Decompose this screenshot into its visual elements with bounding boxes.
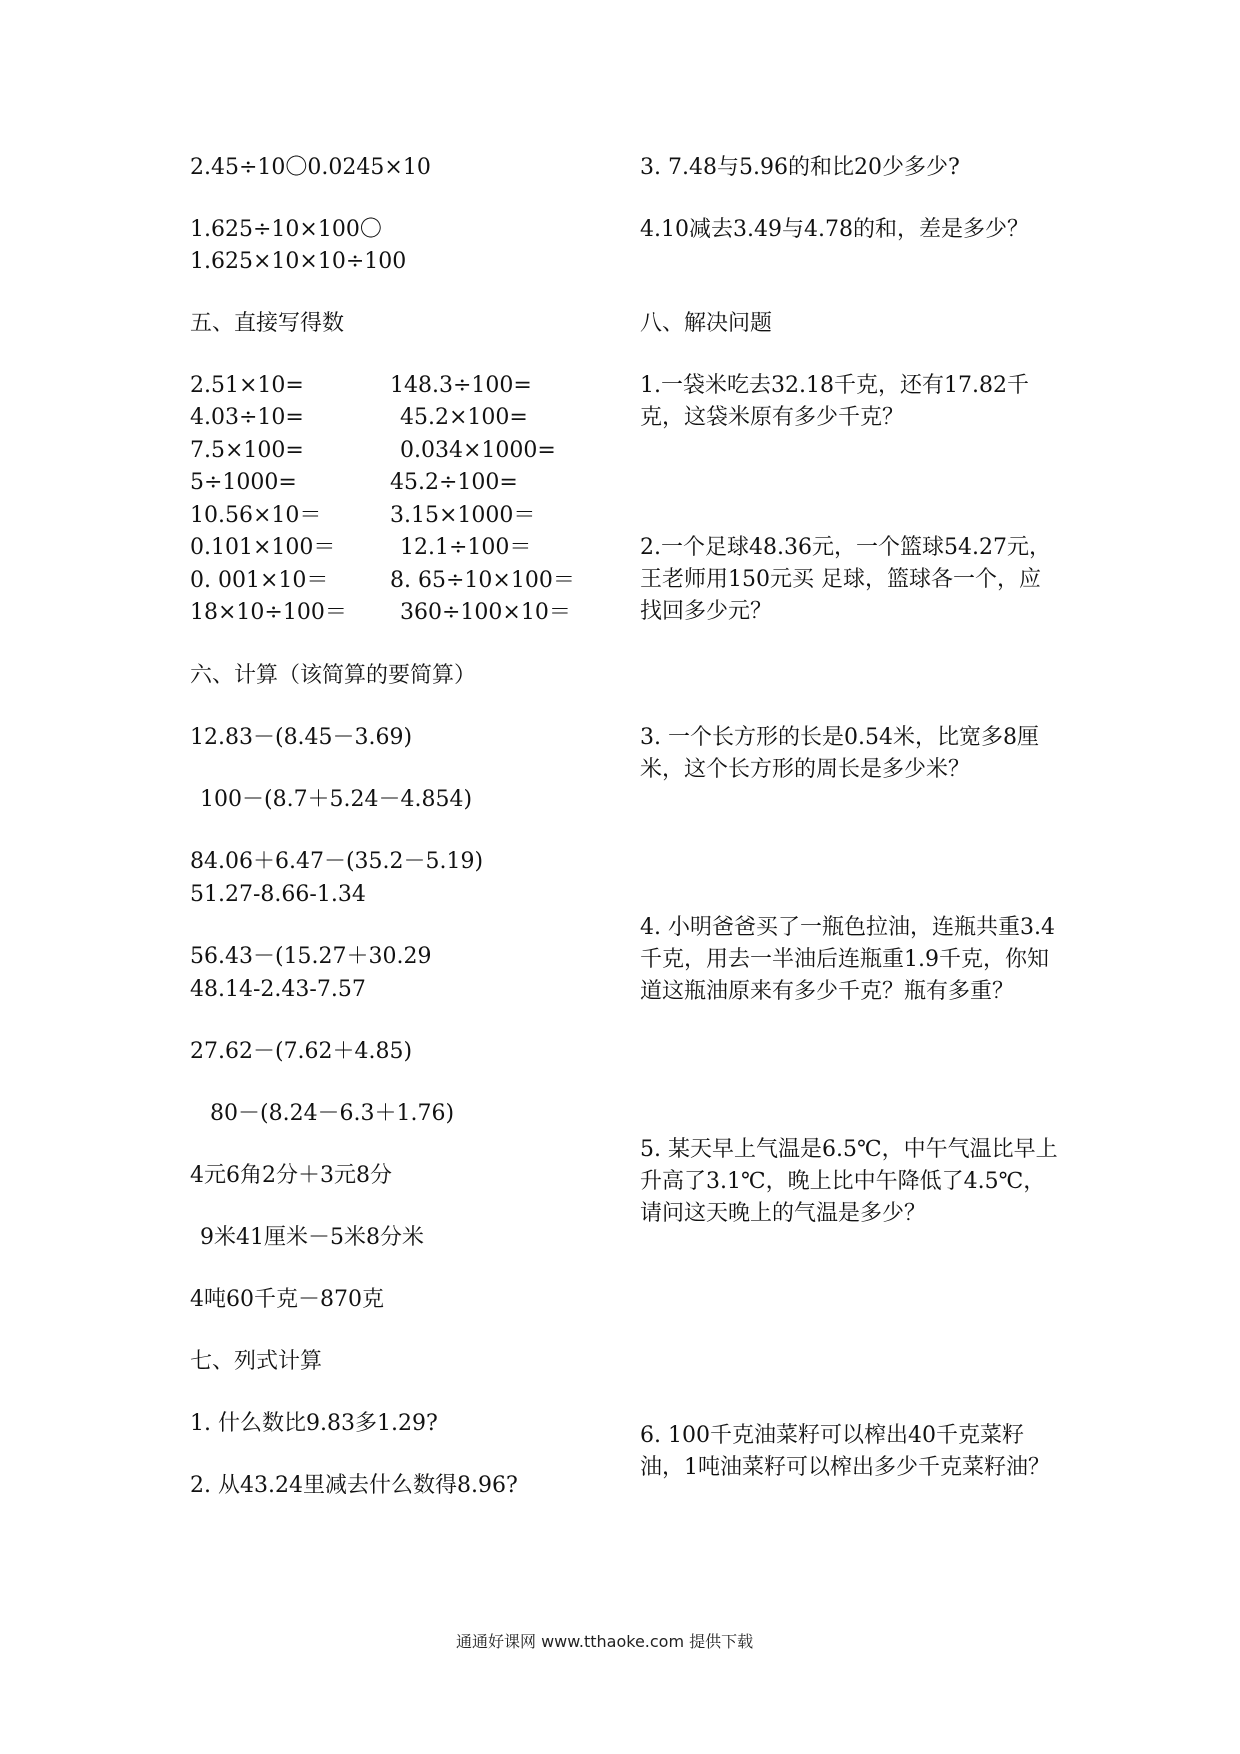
section-6-title: 六、计算（该简算的要简算） bbox=[190, 663, 477, 688]
calc-item-11: 4吨60千克－870克 bbox=[190, 1287, 384, 1312]
problem-3: 3. 一个长方形的长是0.54米，比宽多8厘米，这个长方形的周长是多少米？ bbox=[640, 725, 1039, 782]
calc-item-3: 84.06＋6.47－(35.2－5.19) bbox=[190, 849, 484, 874]
section-5-title: 五、直接写得数 bbox=[190, 311, 345, 336]
oral-item-8a: 18×10÷100＝ bbox=[190, 600, 347, 625]
problem-4: 4. 小明爸爸买了一瓶色拉油，连瓶共重3.4千克，用去一半油后连瓶重1.9千克，你知道这瓶油原来有多少千克？瓶有多重？ bbox=[640, 915, 1055, 1004]
question-7-1: 1. 什么数比9.83多1.29? bbox=[190, 1411, 438, 1436]
problem-6: 6. 100千克油菜籽可以榨出40千克菜籽油，1吨油菜籽可以榨出多少千克菜籽油？ bbox=[640, 1423, 1050, 1480]
problem-5: 5. 某天早上气温是6.5℃，中午气温比早上升高了3.1℃，晚上比中午降低了4.5℃，请问这天晚上的气温是多少？ bbox=[640, 1137, 1058, 1226]
footer-text: 通通好课网 www.tthaoke.com 提供下载 bbox=[456, 1632, 754, 1651]
oral-item-5a: 10.56×10＝ bbox=[190, 503, 322, 528]
calc-item-2: 100－(8.7＋5.24－4.854) bbox=[200, 787, 473, 812]
compare-item-1: 2.45÷10〇0.0245×10 bbox=[190, 155, 431, 180]
oral-item-8b: 360÷100×10＝ bbox=[400, 600, 571, 625]
calc-item-9: 4元6角2分＋3元8分 bbox=[190, 1163, 392, 1188]
calc-item-7: 27.62－(7.62＋4.85) bbox=[190, 1039, 413, 1064]
oral-item-7a: 0. 001×10＝ bbox=[190, 568, 329, 593]
question-7-3: 3. 7.48与5.96的和比20少多少? bbox=[640, 155, 960, 180]
oral-item-4b: 45.2÷100= bbox=[390, 470, 518, 495]
oral-item-4a: 5÷1000= bbox=[190, 470, 297, 495]
section-7-title: 七、列式计算 bbox=[190, 1349, 323, 1374]
oral-item-6a: 0.101×100＝ bbox=[190, 535, 336, 560]
calc-item-4: 51.27-8.66-1.34 bbox=[190, 882, 366, 907]
section-8-title: 八、解决问题 bbox=[640, 311, 773, 336]
oral-item-6b: 12.1÷100＝ bbox=[400, 535, 532, 560]
calc-item-6: 48.14-2.43-7.57 bbox=[190, 977, 366, 1002]
oral-item-3b: 0.034×1000= bbox=[400, 438, 556, 463]
calc-item-5: 56.43－(15.27＋30.29 bbox=[190, 944, 432, 969]
calc-item-8: 80－(8.24－6.3＋1.76) bbox=[210, 1101, 455, 1126]
calc-item-10: 9米41厘米－5米8分米 bbox=[200, 1225, 424, 1250]
problem-1: 1.一袋米吃去32.18千克，还有17.82千克，这袋米原有多少千克？ bbox=[640, 373, 1029, 430]
oral-item-1b: 148.3÷100= bbox=[390, 373, 532, 398]
compare-item-2: 1.625÷10×100〇1.625×10×10÷100 bbox=[190, 217, 407, 274]
oral-item-5b: 3.15×1000＝ bbox=[390, 503, 536, 528]
question-7-4: 4.10减去3.49与4.78的和，差是多少？ bbox=[640, 217, 1029, 242]
calc-item-1: 12.83－(8.45－3.69) bbox=[190, 725, 413, 750]
oral-item-2a: 4.03÷10= bbox=[190, 405, 304, 430]
oral-item-7b: 8. 65÷10×100＝ bbox=[390, 568, 575, 593]
oral-item-2b: 45.2×100= bbox=[400, 405, 528, 430]
oral-item-3a: 7.5×100= bbox=[190, 438, 304, 463]
question-7-2: 2. 从43.24里减去什么数得8.96? bbox=[190, 1473, 518, 1498]
oral-item-1a: 2.51×10= bbox=[190, 373, 304, 398]
problem-2: 2.一个足球48.36元，一个篮球54.27元，王老师用150元买 足球，篮球各一个，应找回多少元？ bbox=[640, 535, 1051, 624]
